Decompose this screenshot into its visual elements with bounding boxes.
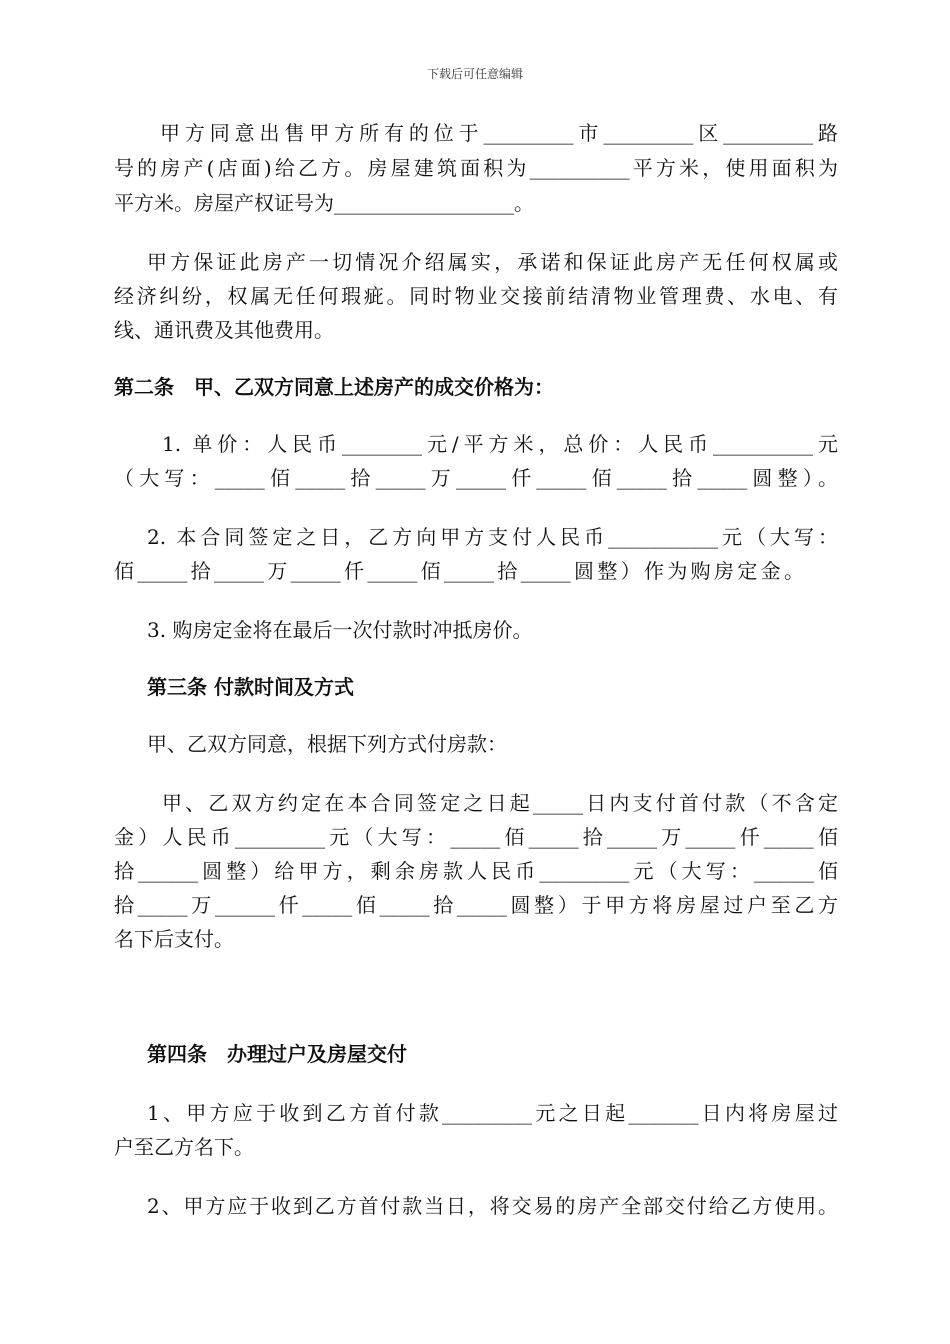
para2-line3: 线、通讯费及其他费用。	[114, 318, 334, 342]
para2-line1: 甲方保证此房产一切情况介绍属实，承诺和保证此房产无任何权属或	[147, 250, 838, 274]
para1-line2: 号的房产(店面)给乙方。房屋建筑面积为__________平方米，使用面积为	[114, 156, 838, 180]
payment-line5: 名下后支付。	[114, 927, 234, 951]
transfer-line1: 1、甲方应于收到乙方首付款_________元之日起_______日内将房屋过	[147, 1101, 838, 1125]
payment-line3: 拾______圆整）给甲方，剩余房款人民币_________元（大写：______佰	[114, 859, 838, 883]
transfer-line2: 户至乙方名下。	[114, 1135, 254, 1159]
delivery-line: 2、甲方应于收到乙方首付款当日，将交易的房产全部交付给乙方使用。	[147, 1194, 838, 1218]
price-line2: （大写：_____佰_____拾_____万_____仟_____佰_____拾_____圆整）。	[114, 466, 838, 490]
para2-line2: 经济纠纷，权属无任何瑕疵。同时物业交接前结清物业管理费、水电、有	[114, 284, 838, 308]
article-2-title: 第二条 甲、乙双方同意上述房产的成交价格为：	[114, 375, 554, 399]
page-header: 下载后可任意编辑	[426, 67, 523, 81]
payment-agree: 甲、乙双方同意，根据下列方式付房款：	[147, 732, 507, 756]
payment-line4: 拾_____万______仟_____佰_____拾_____圆整）于甲方将房屋过户至乙方	[114, 893, 838, 917]
article-3-title: 第三条 付款时间及方式	[147, 675, 354, 699]
deposit-line1: 2. 本合同签定之日，乙方向甲方支付人民币___________元（大写：	[147, 525, 838, 549]
price-line1: 1. 单价：人民币________元/平方米，总价：人民币__________元	[162, 432, 838, 456]
payment-line1: 甲、乙双方约定在本合同签定之日起_____日内支付首付款（不含定	[162, 791, 838, 815]
deposit-line2: 佰_____拾_____万_____仟_____佰_____拾_____圆整）作为购房定金。	[114, 559, 804, 583]
para1-line1: 甲方同意出售甲方所有的位于_________市_________区_________路	[160, 121, 838, 145]
para1-line3: 平方米。房屋产权证号为__________________。	[114, 191, 534, 215]
article-4-title: 第四条 办理过户及房屋交付	[147, 1042, 407, 1066]
offset-line: 3. 购房定金将在最后一次付款时冲抵房价。	[147, 618, 533, 642]
payment-line2: 金）人民币_________元（大写：_____佰_____拾_____万_____仟_____佰	[114, 825, 838, 849]
